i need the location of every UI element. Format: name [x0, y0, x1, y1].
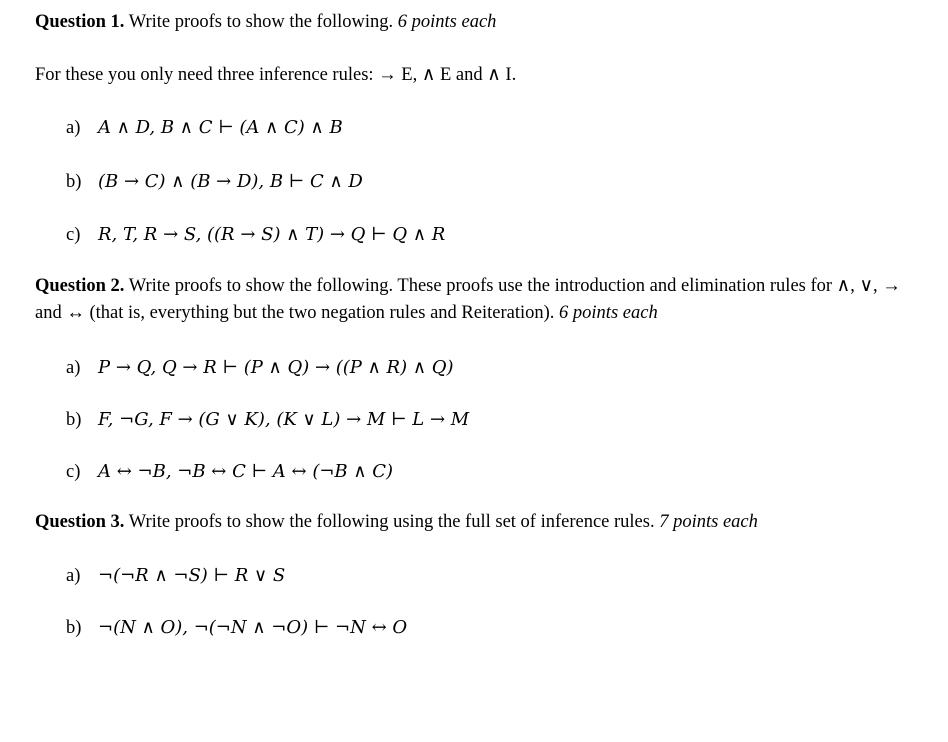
question-label: Question 3.: [35, 512, 125, 532]
question-3-heading: [35, 510, 758, 534]
points-note: 7 points each: [659, 512, 758, 532]
question-1-item-b: [66, 170, 363, 194]
item-formula: (B → C) ∧ (B → D), B ⊢ C ∧ D: [98, 171, 363, 192]
question-text: Write proofs to show the following. These proofs use the introduction and elimination rules for ∧, ∨, → and ↔ (that is, everything but the two negation rules and Reiteration).: [35, 276, 901, 323]
item-formula: P → Q, Q → R ⊢ (P ∧ Q) → ((P ∧ R) ∧ Q): [98, 357, 454, 378]
points-note: 6 points each: [559, 303, 658, 323]
question-text: Write proofs to show the following.: [124, 12, 398, 32]
question-1-heading: [35, 10, 496, 34]
question-1-item-c: [66, 223, 445, 247]
question-3-item-b: [66, 616, 407, 640]
item-formula: F, ¬G, F → (G ∨ K), (K ∨ L) → M ⊢ L → M: [98, 409, 470, 430]
question-1-item-a: [66, 116, 343, 140]
item-letter: a): [66, 566, 81, 586]
item-letter: a): [66, 358, 81, 378]
item-formula: A ↔ ¬B, ¬B ↔ C ⊢ A ↔ (¬B ∧ C): [98, 461, 394, 482]
question-3-item-a: [66, 564, 285, 588]
question-label: Question 1.: [35, 12, 125, 32]
item-letter: b): [66, 410, 82, 430]
item-formula: A ∧ D, B ∧ C ⊢ (A ∧ C) ∧ B: [98, 117, 343, 138]
question-2-item-c: [66, 460, 393, 484]
item-letter: a): [66, 118, 81, 138]
item-letter: b): [66, 618, 82, 638]
item-formula: ¬(¬R ∧ ¬S) ⊢ R ∨ S: [98, 565, 286, 586]
item-formula: ¬(N ∧ O), ¬(¬N ∧ ¬O) ⊢ ¬N ↔ O: [98, 617, 408, 638]
question-2-item-a: [66, 356, 454, 380]
question-1-rules-note: For these you only need three inference rules: → E, ∧ E and ∧ I.: [35, 65, 517, 85]
question-text: Write proofs to show the following using the full set of inference rules.: [124, 512, 660, 532]
item-letter: c): [66, 225, 81, 245]
question-2-item-b: [66, 408, 469, 432]
points-note: 6 points each: [397, 12, 497, 32]
question-label: Question 2.: [35, 276, 125, 296]
item-letter: c): [66, 462, 81, 482]
question-2-heading: [35, 273, 915, 327]
item-letter: b): [66, 172, 82, 192]
item-formula: R, T, R → S, ((R → S) ∧ T) → Q ⊢ Q ∧ R: [98, 224, 446, 245]
